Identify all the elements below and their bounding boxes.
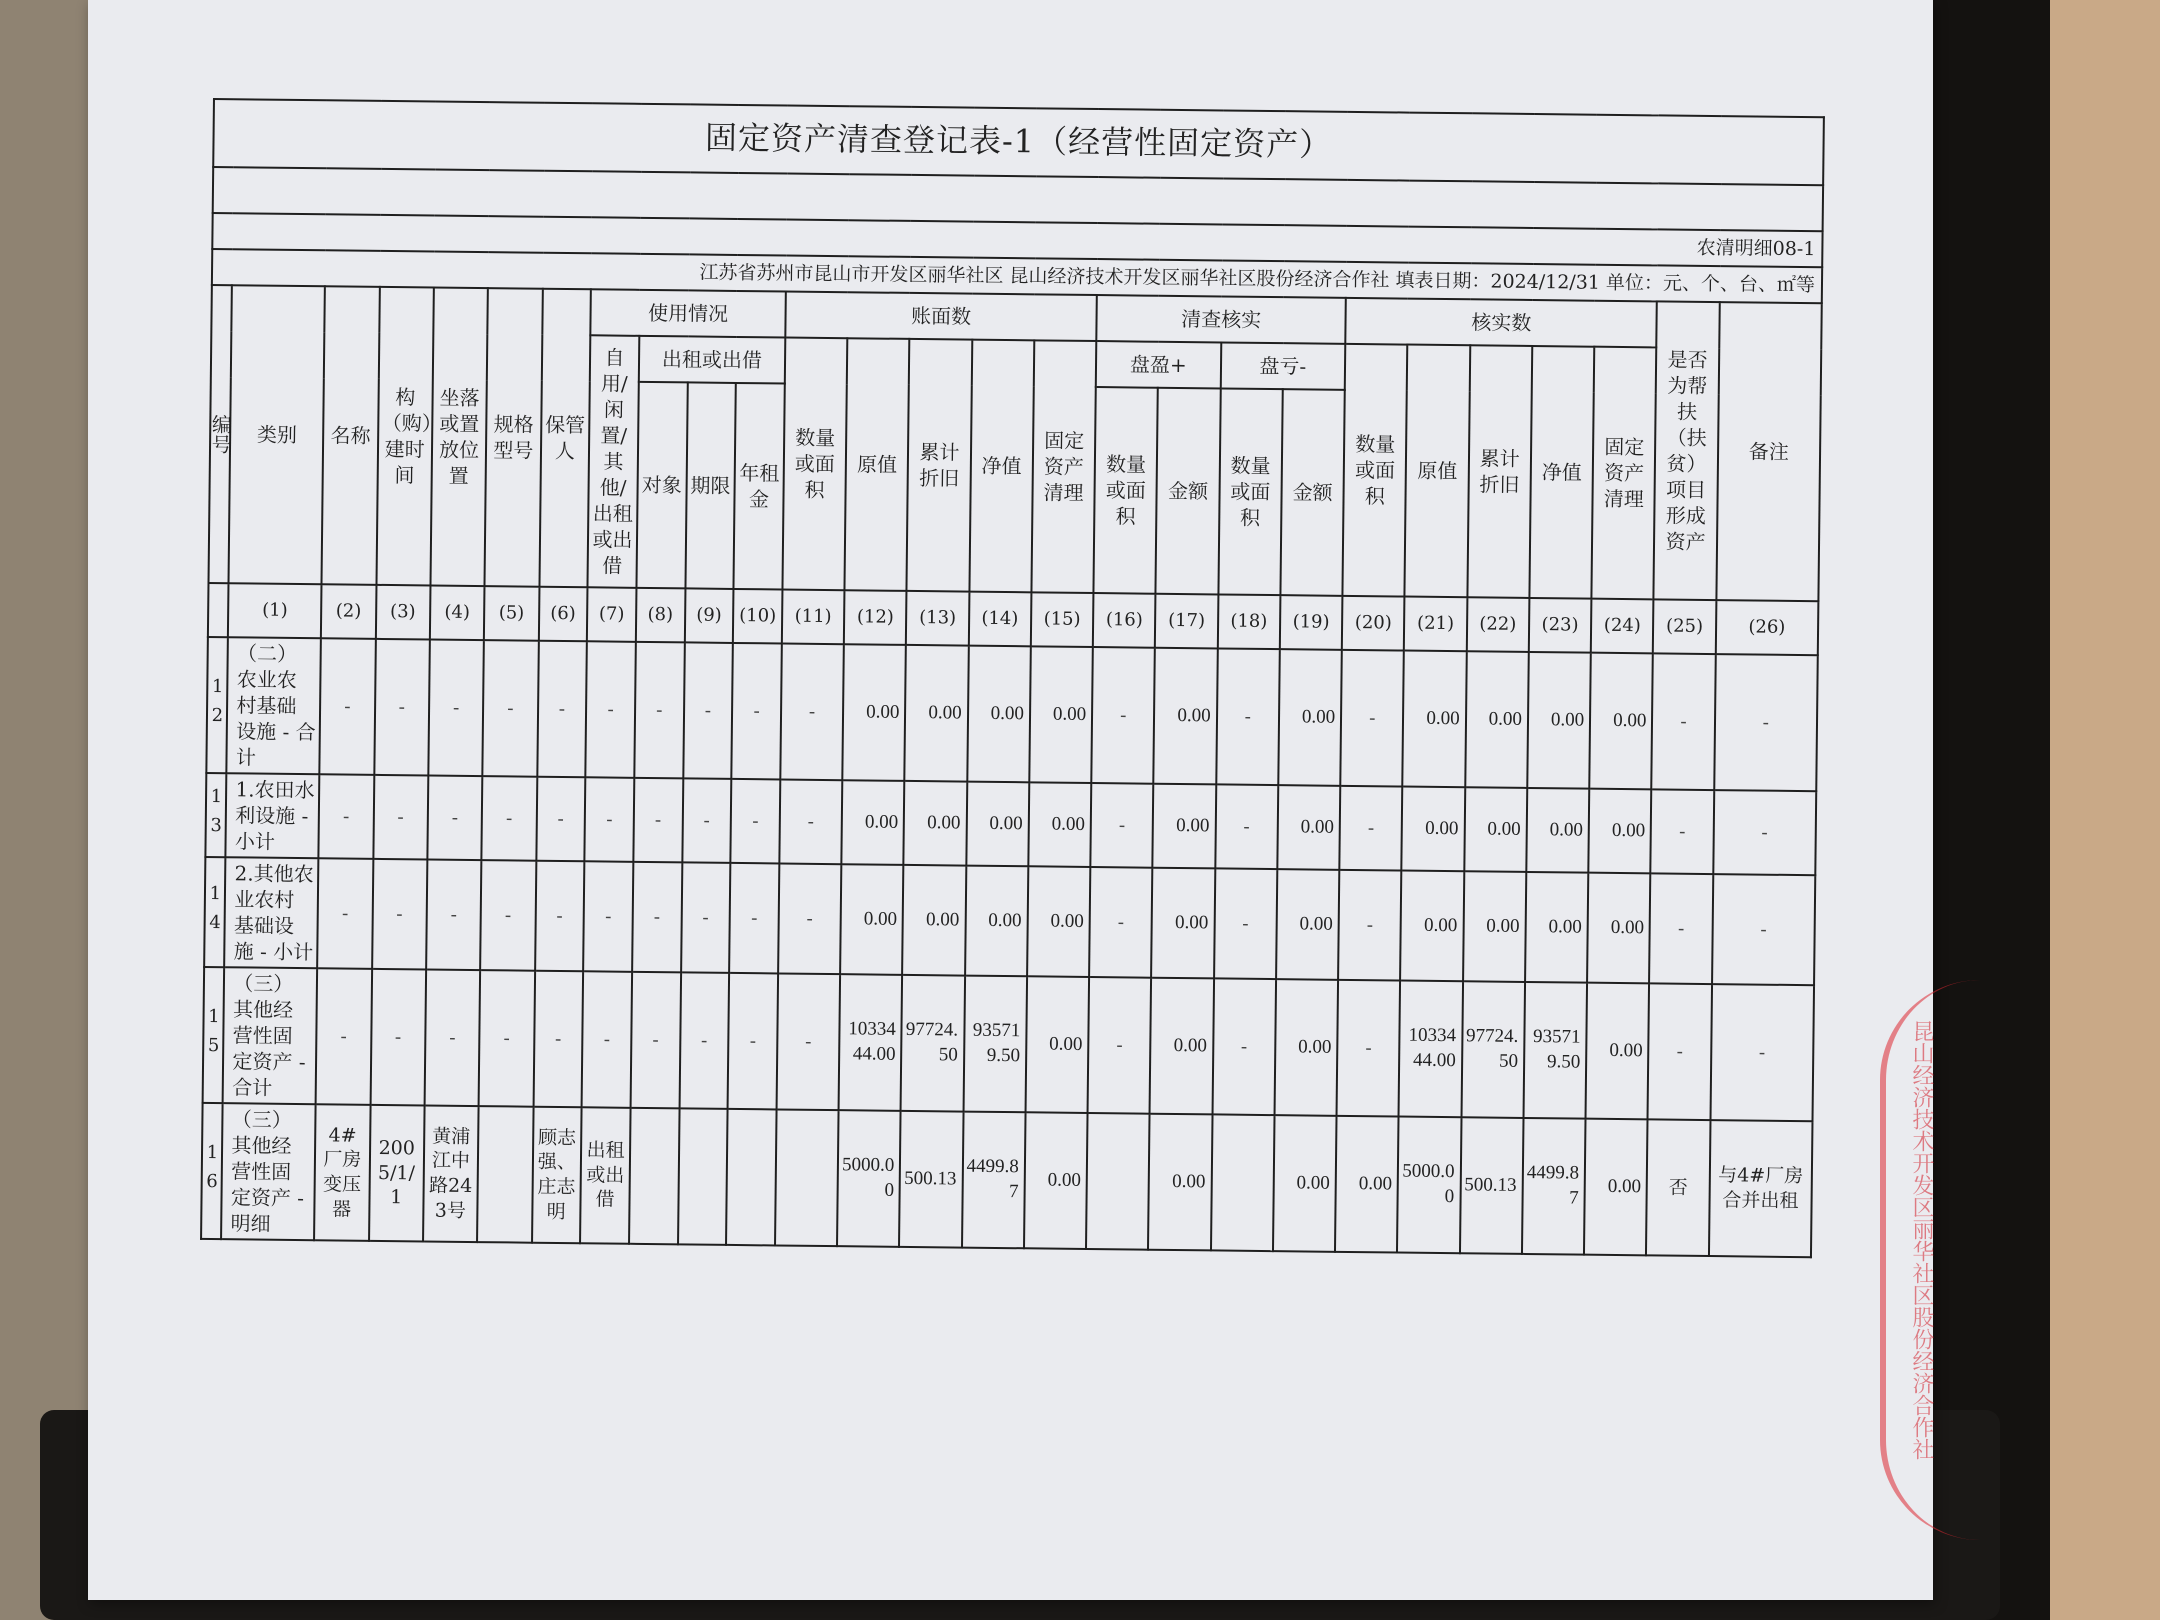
data-cell: - bbox=[682, 778, 732, 863]
data-cell: 500.13 bbox=[1460, 1117, 1524, 1254]
form-code: 农清明细08-1 bbox=[212, 213, 1822, 267]
column-index-cell: (9) bbox=[684, 588, 733, 643]
data-cell: 0.00 bbox=[1150, 978, 1214, 1115]
data-cell: - bbox=[317, 858, 373, 969]
table-row bbox=[206, 637, 1817, 791]
header-lease-rent: 年租金 bbox=[734, 383, 785, 590]
column-index-cell: (18) bbox=[1217, 594, 1280, 649]
header-remark: 备注 bbox=[1716, 302, 1822, 601]
category-cell: （二）农业农村基础设施 - 合计 bbox=[227, 637, 321, 774]
header-book-dep: 累计折旧 bbox=[907, 339, 972, 592]
data-cell: - bbox=[374, 639, 430, 776]
data-cell: 0.00 bbox=[1153, 784, 1216, 869]
column-index-cell: (4) bbox=[430, 585, 485, 640]
data-cell: - bbox=[1712, 874, 1816, 985]
index-cell-blank bbox=[208, 583, 229, 637]
table-row bbox=[203, 967, 1814, 1121]
data-cell: 1033444.00 bbox=[1399, 981, 1463, 1118]
header-ver-orig: 原值 bbox=[1405, 345, 1470, 598]
data-cell: - bbox=[728, 973, 778, 1110]
data-cell: 否 bbox=[1646, 1119, 1710, 1256]
column-index-cell: (2) bbox=[321, 584, 376, 639]
data-cell: 0.00 bbox=[1154, 648, 1218, 785]
data-cell: 0.00 bbox=[840, 864, 903, 975]
data-cell: - bbox=[681, 862, 731, 973]
header-lease: 出租或出借 bbox=[639, 336, 786, 384]
row-number: 14 bbox=[204, 857, 226, 967]
data-cell: 0.00 bbox=[1148, 1114, 1212, 1251]
column-index-cell: (24) bbox=[1591, 599, 1654, 654]
data-cell: - bbox=[1214, 868, 1277, 979]
header-build-time: 构（购）建时间 bbox=[376, 287, 434, 586]
data-cell: - bbox=[1713, 790, 1816, 875]
column-index-cell: (6) bbox=[538, 587, 587, 642]
data-cell: - bbox=[634, 642, 684, 779]
data-cell: 1033444.00 bbox=[839, 974, 903, 1111]
data-cell: 0.00 bbox=[1400, 871, 1463, 982]
data-cell: 0.00 bbox=[1584, 1119, 1648, 1256]
column-index-cell: (13) bbox=[906, 591, 969, 646]
data-cell bbox=[726, 1109, 776, 1246]
table-row bbox=[201, 1103, 1812, 1257]
header-verified: 核实数 bbox=[1345, 298, 1657, 348]
column-index-cell: (5) bbox=[484, 586, 539, 641]
data-cell: - bbox=[1648, 983, 1712, 1120]
data-cell: 0.00 bbox=[1027, 866, 1090, 977]
data-cell: 0.00 bbox=[841, 780, 904, 865]
data-cell: 出租或出借 bbox=[580, 1107, 630, 1244]
data-cell: 0.00 bbox=[904, 781, 967, 866]
data-cell: 0.00 bbox=[1403, 651, 1467, 788]
column-index-cell: (10) bbox=[733, 589, 782, 644]
data-cell: - bbox=[632, 862, 682, 973]
column-index-cell: (26) bbox=[1715, 600, 1818, 655]
data-cell: 0.00 bbox=[1029, 646, 1093, 783]
data-cell: - bbox=[683, 642, 733, 779]
data-cell: - bbox=[778, 863, 841, 974]
asset-register-table bbox=[200, 98, 1825, 1258]
data-cell: - bbox=[729, 863, 779, 974]
data-cell: - bbox=[320, 638, 376, 775]
data-cell: - bbox=[776, 973, 840, 1110]
column-index-cell: (19) bbox=[1280, 595, 1343, 650]
category-cell: （三）其他经营性固定资产 - 合计 bbox=[223, 967, 317, 1104]
data-cell: 0.00 bbox=[1274, 979, 1338, 1116]
data-cell: - bbox=[1212, 978, 1276, 1115]
data-cell bbox=[1086, 1113, 1150, 1250]
data-cell: - bbox=[427, 775, 482, 860]
data-cell: - bbox=[1338, 870, 1401, 981]
data-cell: - bbox=[633, 778, 683, 863]
data-cell: - bbox=[585, 641, 635, 778]
header-surplus-amt: 金额 bbox=[1156, 388, 1221, 595]
header-book-clear: 固定资产清理 bbox=[1031, 340, 1096, 593]
header-surplus: 盘盈+ bbox=[1096, 341, 1221, 388]
data-cell: - bbox=[1216, 648, 1280, 785]
red-seal-stamp bbox=[1880, 980, 2086, 1540]
data-cell: - bbox=[582, 971, 632, 1108]
data-cell bbox=[477, 1106, 533, 1243]
data-cell: 4499.87 bbox=[962, 1112, 1026, 1249]
data-cell: 0.00 bbox=[1335, 1116, 1399, 1253]
column-index-cell: (22) bbox=[1466, 597, 1529, 652]
column-index-cell: (14) bbox=[968, 592, 1031, 647]
data-cell: - bbox=[1710, 984, 1814, 1121]
column-index-cell: (11) bbox=[782, 589, 845, 644]
data-cell: 0.00 bbox=[1525, 872, 1588, 983]
data-cell: - bbox=[1215, 784, 1278, 869]
data-cell: 顾志强、庄志明 bbox=[532, 1107, 582, 1244]
column-index-cell: (12) bbox=[844, 590, 907, 645]
data-cell: 97724.50 bbox=[1461, 981, 1525, 1118]
data-cell: 935719.50 bbox=[963, 976, 1027, 1113]
form-container bbox=[200, 98, 1825, 1258]
data-cell: - bbox=[1090, 783, 1153, 868]
header-lease-target: 对象 bbox=[636, 382, 687, 589]
data-cell: 500.13 bbox=[899, 1111, 963, 1248]
header-no: 编号 bbox=[208, 285, 232, 583]
data-cell: 0.00 bbox=[1526, 788, 1589, 873]
data-cell: - bbox=[372, 859, 428, 970]
row-number: 13 bbox=[205, 773, 226, 857]
column-index-cell: (21) bbox=[1404, 597, 1467, 652]
data-cell: - bbox=[630, 972, 680, 1109]
data-cell: - bbox=[537, 641, 587, 778]
header-usage: 使用情况 bbox=[591, 289, 786, 337]
data-cell: 0.00 bbox=[1278, 649, 1342, 786]
header-book-qty: 数量或面积 bbox=[782, 338, 847, 591]
header-spec: 规格型号 bbox=[485, 288, 543, 587]
data-cell: 0.00 bbox=[1586, 983, 1650, 1120]
data-cell: - bbox=[1714, 654, 1818, 791]
data-cell: 5000.00 bbox=[837, 1110, 901, 1247]
data-cell: - bbox=[428, 639, 484, 776]
data-cell: - bbox=[731, 643, 781, 780]
data-cell: - bbox=[316, 968, 372, 1105]
row-number: 15 bbox=[203, 967, 225, 1103]
data-cell: 0.00 bbox=[1527, 652, 1591, 789]
data-cell: - bbox=[426, 859, 482, 970]
paper-sheet bbox=[88, 0, 1933, 1600]
org-info-line: 江苏省苏州市昆山市开发区丽华社区 昆山经济技术开发区丽华社区股份经济合作社 填表日期：2024/12/31 单位：元、个、台、㎡等 bbox=[212, 249, 1822, 303]
data-cell: - bbox=[679, 972, 729, 1109]
header-ver-qty: 数量或面积 bbox=[1343, 344, 1408, 597]
header-book-net: 净值 bbox=[969, 340, 1034, 593]
header-ver-dep: 累计折旧 bbox=[1467, 345, 1532, 598]
category-cell: （三）其他经营性固定资产 - 明细 bbox=[221, 1103, 315, 1240]
data-cell: 0.00 bbox=[1402, 787, 1465, 872]
data-cell bbox=[1211, 1114, 1275, 1251]
category-cell: 1.农田水利设施 - 小计 bbox=[226, 773, 320, 858]
data-cell: - bbox=[535, 861, 585, 972]
header-book-orig: 原值 bbox=[845, 338, 910, 591]
data-cell: - bbox=[779, 779, 842, 864]
data-cell: 0.00 bbox=[1277, 785, 1340, 870]
column-index-cell: (20) bbox=[1342, 596, 1405, 651]
data-cell: - bbox=[780, 643, 844, 780]
data-cell: 0.00 bbox=[1464, 787, 1527, 872]
header-name: 名称 bbox=[322, 286, 380, 585]
header-deficit: 盘亏- bbox=[1220, 342, 1345, 389]
data-cell: - bbox=[424, 969, 480, 1106]
data-cell: - bbox=[370, 969, 426, 1106]
data-cell: - bbox=[480, 860, 536, 971]
row-number: 16 bbox=[201, 1103, 223, 1239]
header-keeper: 保管人 bbox=[539, 289, 591, 588]
data-cell: 0.00 bbox=[1587, 873, 1650, 984]
data-cell: - bbox=[1651, 789, 1714, 874]
row-number: 12 bbox=[206, 637, 228, 773]
column-index-cell: (8) bbox=[636, 588, 685, 643]
data-cell: - bbox=[319, 774, 374, 859]
data-cell: - bbox=[1652, 653, 1716, 790]
header-surplus-qty: 数量或面积 bbox=[1094, 387, 1159, 594]
header-lease-term: 期限 bbox=[685, 382, 736, 589]
data-cell: - bbox=[1089, 867, 1152, 978]
data-cell: 0.00 bbox=[1589, 653, 1653, 790]
data-cell: 0.00 bbox=[842, 644, 906, 781]
column-index-cell: (15) bbox=[1031, 592, 1094, 647]
data-cell: 0.00 bbox=[905, 645, 969, 782]
header-usage-self: 自用/闲置/其他/出租或出借 bbox=[588, 335, 640, 588]
header-deficit-amt: 金额 bbox=[1280, 389, 1345, 596]
data-cell: 0.00 bbox=[1025, 976, 1089, 1113]
data-cell: 0.00 bbox=[965, 866, 1028, 977]
data-cell: - bbox=[731, 779, 781, 864]
header-location: 坐落或置放位置 bbox=[430, 288, 488, 587]
data-cell: - bbox=[1088, 977, 1152, 1114]
header-ver-clear: 固定资产清理 bbox=[1592, 347, 1657, 600]
data-cell: - bbox=[482, 640, 538, 777]
data-cell: 0.00 bbox=[1028, 782, 1091, 867]
data-cell bbox=[629, 1108, 679, 1245]
data-cell: 2005/1/1 bbox=[369, 1105, 425, 1242]
data-cell: - bbox=[482, 776, 537, 861]
data-cell bbox=[678, 1108, 728, 1245]
data-cell bbox=[775, 1109, 839, 1246]
data-cell: 黄浦江中路243号 bbox=[423, 1105, 479, 1242]
data-cell: 4#厂房变压器 bbox=[314, 1104, 370, 1241]
column-index-cell: (25) bbox=[1653, 599, 1716, 654]
data-cell: - bbox=[533, 971, 583, 1108]
column-index-cell: (16) bbox=[1093, 593, 1156, 648]
column-index-cell: (7) bbox=[587, 587, 636, 642]
column-index-cell: (23) bbox=[1529, 598, 1592, 653]
column-index-cell: (1) bbox=[228, 583, 321, 638]
header-category: 类别 bbox=[229, 285, 325, 584]
data-cell: 0.00 bbox=[967, 646, 1031, 783]
data-cell: 5000.00 bbox=[1397, 1117, 1461, 1254]
column-index-cell: (17) bbox=[1155, 594, 1218, 649]
data-cell: 4499.87 bbox=[1522, 1118, 1586, 1255]
data-cell: - bbox=[585, 777, 635, 862]
data-cell: 97724.50 bbox=[901, 975, 965, 1112]
data-cell: 0.00 bbox=[1024, 1112, 1088, 1249]
data-cell: 0.00 bbox=[1463, 871, 1526, 982]
data-cell: - bbox=[1337, 980, 1401, 1117]
table-row bbox=[204, 857, 1815, 985]
category-cell: 2.其他农业农村基础设施 - 小计 bbox=[225, 857, 319, 968]
data-cell: 0.00 bbox=[1276, 869, 1339, 980]
data-cell: - bbox=[479, 970, 535, 1107]
data-cell: - bbox=[373, 775, 428, 860]
header-deficit-qty: 数量或面积 bbox=[1218, 388, 1283, 595]
data-cell: 0.00 bbox=[1465, 651, 1529, 788]
data-cell: 0.00 bbox=[902, 865, 965, 976]
header-check: 清查核实 bbox=[1096, 295, 1346, 344]
data-cell: 0.00 bbox=[1273, 1115, 1337, 1252]
data-cell: - bbox=[1339, 786, 1402, 871]
form-title: 固定资产清查登记表-1（经营性固定资产） bbox=[213, 99, 1824, 185]
header-book: 账面数 bbox=[785, 292, 1097, 342]
data-cell: - bbox=[536, 777, 586, 862]
data-cell: 0.00 bbox=[1151, 868, 1214, 979]
data-cell: - bbox=[1649, 873, 1712, 984]
seal-text: 昆山经济技术开发区丽华社区股份经济合作社 bbox=[1909, 1020, 1934, 1460]
data-cell: 935719.50 bbox=[1523, 982, 1587, 1119]
data-cell: - bbox=[583, 861, 633, 972]
data-cell: 0.00 bbox=[966, 782, 1029, 867]
header-poverty: 是否为帮扶（扶贫）项目形成资产 bbox=[1654, 301, 1720, 600]
data-cell: - bbox=[1091, 647, 1155, 784]
data-cell: 与4#厂房合并出租 bbox=[1709, 1120, 1813, 1257]
data-cell: 0.00 bbox=[1588, 789, 1651, 874]
header-ver-net: 净值 bbox=[1529, 346, 1594, 599]
column-index-cell: (3) bbox=[375, 585, 430, 640]
data-cell: - bbox=[1340, 650, 1404, 787]
